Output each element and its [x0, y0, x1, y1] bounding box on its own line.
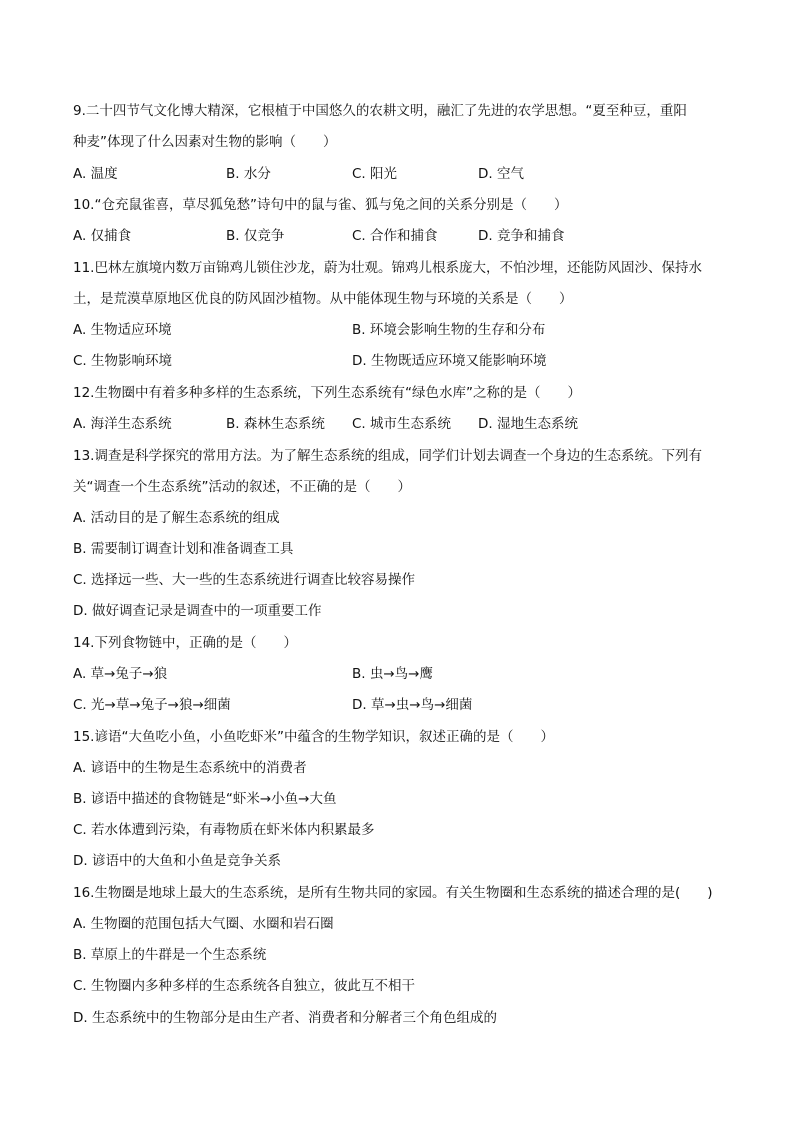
- question-14-option-c: C. 光→草→兔子→狼→细菌: [73, 697, 231, 713]
- question-15-option-c: C. 若水体遭到污染，有毒物质在虾米体内积累最多: [73, 822, 375, 838]
- question-12-option-d: D. 湿地生态系统: [478, 416, 578, 432]
- question-16-option-c: C. 生物圈内多种多样的生态系统各自独立，彼此互不相干: [73, 978, 416, 994]
- question-11-stem-line-2: 土，是荒漠草原地区优良的防风固沙植物。从中能体现生物与环境的关系是（ ）: [73, 291, 573, 307]
- question-13-option-d: D. 做好调查记录是调查中的一项重要工作: [73, 603, 322, 619]
- question-9-option-d: D. 空气: [478, 166, 524, 182]
- question-16-option-b: B. 草原上的牛群是一个生态系统: [73, 947, 267, 963]
- question-10-option-b: B. 仅竞争: [226, 228, 285, 244]
- question-15-option-b: B. 谚语中描述的食物链是“虾米→小鱼→大鱼: [73, 791, 337, 807]
- question-12-option-a: A. 海洋生态系统: [73, 416, 172, 432]
- question-12-stem: 12.生物圈中有着多种多样的生态系统，下列生态系统有“绿色水库”之称的是（ ）: [73, 385, 581, 401]
- question-16-option-a: A. 生物圈的范围包括大气圈、水圈和岩石圈: [73, 916, 334, 932]
- question-9-stem-line-1: 9.二十四节气文化博大精深，它根植于中国悠久的农耕文明，融汇了先进的农学思想。“夏至种豆，重阳: [73, 103, 687, 119]
- question-14-option-d: D. 草→虫→鸟→细菌: [352, 697, 473, 713]
- question-14-option-a: A. 草→兔子→狼: [73, 666, 168, 682]
- question-11-option-b: B. 环境会影响生物的生存和分布: [352, 322, 546, 338]
- question-11-option-d: D. 生物既适应环境又能影响环境: [352, 353, 547, 369]
- question-16-option-d: D. 生态系统中的生物部分是由生产者、消费者和分解者三个角色组成的: [73, 1010, 497, 1026]
- question-13-option-a: A. 活动目的是了解生态系统的组成: [73, 510, 280, 526]
- question-9-option-a: A. 温度: [73, 166, 118, 182]
- question-13-option-b: B. 需要制订调查计划和准备调查工具: [73, 541, 294, 557]
- question-15-option-a: A. 谚语中的生物是生态系统中的消费者: [73, 760, 307, 776]
- question-12-option-b: B. 森林生态系统: [226, 416, 325, 432]
- question-9-option-c: C. 阳光: [352, 166, 398, 182]
- question-11-option-a: A. 生物适应环境: [73, 322, 172, 338]
- question-10-stem: 10.“仓充鼠雀喜，草尽狐兔愁”诗句中的鼠与雀、狐与兔之间的关系分别是（ ）: [73, 197, 568, 213]
- question-10-option-c: C. 合作和捕食: [352, 228, 438, 244]
- question-13-option-c: C. 选择远一些、大一些的生态系统进行调查比较容易操作: [73, 572, 416, 588]
- question-13-stem-line-2: 关“调查一个生态系统”活动的叙述，不正确的是（ ）: [73, 479, 411, 495]
- question-10-option-d: D. 竞争和捕食: [478, 228, 565, 244]
- question-14-option-b: B. 虫→鸟→鹰: [352, 666, 433, 682]
- question-9-option-b: B. 水分: [226, 166, 271, 182]
- question-13-stem-line-1: 13.调查是科学探究的常用方法。为了解生态系统的组成，同学们计划去调查一个身边的生态系统。下列有: [73, 448, 702, 464]
- question-9-stem-line-2: 种麦”体现了什么因素对生物的影响（ ）: [73, 134, 337, 150]
- question-15-option-d: D. 谚语中的大鱼和小鱼是竞争关系: [73, 853, 281, 869]
- question-12-option-c: C. 城市生态系统: [352, 416, 452, 432]
- question-11-stem-line-1: 11.巴林左旗境内数万亩锦鸡儿锁住沙龙，蔚为壮观。锦鸡儿根系庞大，不怕沙埋，还能防风固沙、保持水: [73, 260, 702, 276]
- question-15-stem: 15.谚语“大鱼吃小鱼，小鱼吃虾米”中蕴含的生物学知识，叙述正确的是（ ）: [73, 729, 554, 745]
- question-14-stem: 14.下列食物链中，正确的是（ ）: [73, 635, 297, 651]
- question-10-option-a: A. 仅捕食: [73, 228, 132, 244]
- question-16-stem: 16.生物圈是地球上最大的生态系统，是所有生物共同的家园。有关生物圈和生态系统的描述合理的是( ): [73, 885, 713, 901]
- question-11-option-c: C. 生物影响环境: [73, 353, 173, 369]
